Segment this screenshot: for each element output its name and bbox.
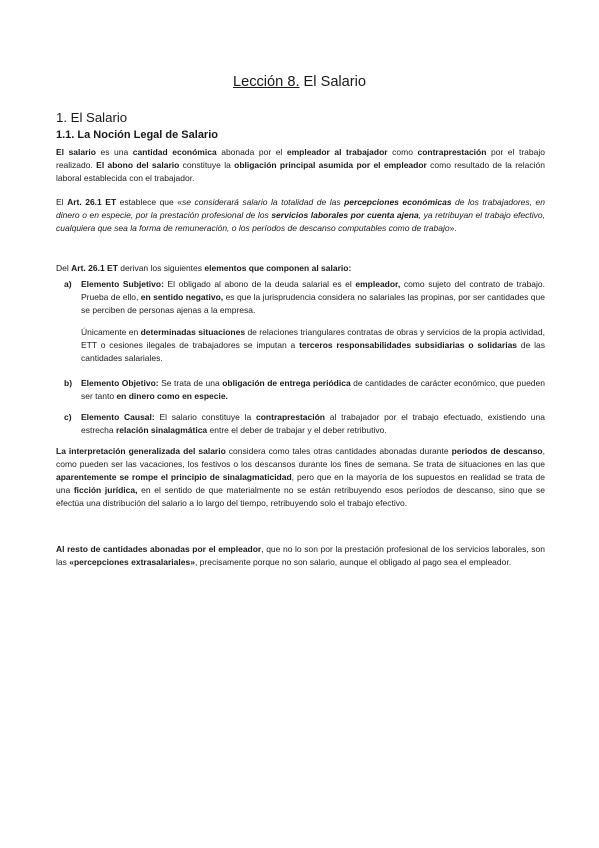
text: es una xyxy=(95,147,133,157)
text-bold-italic: servicios laborales por cuenta ajena xyxy=(271,209,419,220)
text: constituye la xyxy=(179,159,235,170)
text: , precisamente porque no son salario, aunque el obligado al pago sea el empleador. xyxy=(194,556,512,567)
paragraph-definition xyxy=(56,146,545,185)
text: como sujeto del contrato de trabajo. Prueba de ello, xyxy=(81,279,546,302)
text-bold: determinadas situaciones xyxy=(140,327,246,337)
text-bold: cantidad económica xyxy=(132,147,217,157)
paragraph-art-26 xyxy=(56,196,545,235)
list-item-objective xyxy=(64,377,545,403)
page-title xyxy=(0,72,599,92)
text-bold-italic: percepciones económicas xyxy=(344,197,452,207)
text-bold: elementos que componen al salario: xyxy=(204,263,352,273)
text-bold: Al resto de cantidades abonadas por el empleador xyxy=(56,544,262,554)
text: por el trabajo realizado. xyxy=(56,147,545,170)
text: El xyxy=(56,197,68,207)
text: El salario constituye la xyxy=(154,412,257,422)
text: de cantidades de carácter económico, que pueden ser tanto xyxy=(81,378,545,401)
text-bold: relación sinalagmática xyxy=(115,424,208,435)
text-bold: El salario xyxy=(56,147,96,157)
text: derivan los siguientes xyxy=(117,263,205,273)
text: , como pueden ser las vacaciones, los festivos o los descansos durante los fines de semana. Se trata de situaciones en las que xyxy=(56,446,545,469)
text-bold: obligación de entrega periódica xyxy=(222,378,351,388)
list-item-subjective xyxy=(64,278,545,317)
text: El obligado al abono de la deuda salarial es el xyxy=(163,279,356,289)
text: abonada por el xyxy=(216,147,287,157)
text-bold: El abono del salario xyxy=(96,159,180,170)
text-bold: periodos de descanso xyxy=(451,446,543,456)
text-italic: de los trabajadores, en dinero o en especie, por la prestación profesional de los xyxy=(56,197,545,220)
text: Únicamente en xyxy=(81,327,141,337)
text: de relaciones triangulares contratas de obras y servicios de la propia actividad, ETT o cesiones ilegales de trabajadores se imputan a xyxy=(81,327,545,350)
text: considera como tales otras cantidades abonadas durante xyxy=(225,446,452,456)
text-bold: «percepciones extrasalariales» xyxy=(69,556,195,567)
text: en el sentido de que materialmente no se están retribuyendo esos períodos de descanso, sino que se efectúa una distribución del salario a lo largo del tiempo, retribuyendo solo el trabajo efectivo. xyxy=(56,484,545,508)
list-marker: b) xyxy=(64,378,73,388)
paragraph-interpretation xyxy=(56,445,545,510)
text: , pero que en la mayoría de los supuestos en realidad se trata de una xyxy=(56,471,545,495)
text: ». xyxy=(449,222,457,233)
text: de las cantidades salariales. xyxy=(81,339,545,363)
text-bold: Elemento Objetivo: xyxy=(81,378,159,388)
lesson-name: El Salario xyxy=(299,74,367,90)
section-heading: 1. El Salario xyxy=(56,110,128,125)
paragraph-elements-intro xyxy=(56,262,545,275)
text-bold: Elemento Subjetivo: xyxy=(81,279,164,289)
text-bold: contraprestación xyxy=(256,412,325,422)
text-italic: se considerará salario la totalidad de las xyxy=(182,197,345,207)
list-item-causal xyxy=(64,411,545,437)
text-bold: La interpretación generalizada del salario xyxy=(56,446,226,456)
subsection-heading: 1.1. La Noción Legal de Salario xyxy=(56,129,218,141)
text-bold: contraprestación xyxy=(417,147,487,157)
text-bold: en sentido negativo, xyxy=(140,291,224,302)
text-italic: , ya retribuyan el trabajo efectivo, cualquiera que sea la forma de remuneración, o los períodos de descanso computables como de trabajo xyxy=(56,209,545,233)
text: entre el deber de trabajar y el deber retributivo. xyxy=(207,424,387,435)
text-bold: Elemento Causal: xyxy=(81,412,155,422)
text-bold: empleador, xyxy=(355,279,401,289)
text-bold: en dinero como en especie. xyxy=(116,390,228,401)
text: al trabajador por el trabajo efectuado, existiendo una estrecha xyxy=(81,412,545,435)
text-bold: aparentemente se rompe el principio de sinalagmaticidad xyxy=(56,471,292,482)
text-bold: terceros responsabilidades subsidiarias o solidarias xyxy=(299,339,518,350)
list-item-subjective-continuation xyxy=(81,326,545,365)
text: , que no lo son por la prestación profesional de los servicios laborales, son las xyxy=(56,544,545,567)
lesson-number: Lección 8. xyxy=(232,74,300,90)
text: como resultado de la relación laboral establecida con el trabajador. xyxy=(56,159,545,183)
text-bold: empleador al trabajador xyxy=(286,147,388,157)
text-bold: ficción jurídica, xyxy=(73,484,138,495)
text-bold: obligación principal asumida por el empleador xyxy=(234,159,427,170)
text: Se trata de una xyxy=(158,378,223,388)
list-marker: a) xyxy=(64,279,72,289)
text: Del xyxy=(56,263,72,273)
text: como xyxy=(387,147,418,157)
text-bold: Art. 26.1 ET xyxy=(67,197,117,207)
paragraph-extrasalarial xyxy=(56,543,545,569)
text-bold: Art. 26.1 ET xyxy=(71,263,118,273)
text: es que la jurisprudencia considera no salariales las propinas, por ser cantidades que se perciben de personas ajenas a la empresa. xyxy=(81,291,545,315)
text: establece que « xyxy=(116,197,182,207)
list-marker: c) xyxy=(64,412,72,422)
